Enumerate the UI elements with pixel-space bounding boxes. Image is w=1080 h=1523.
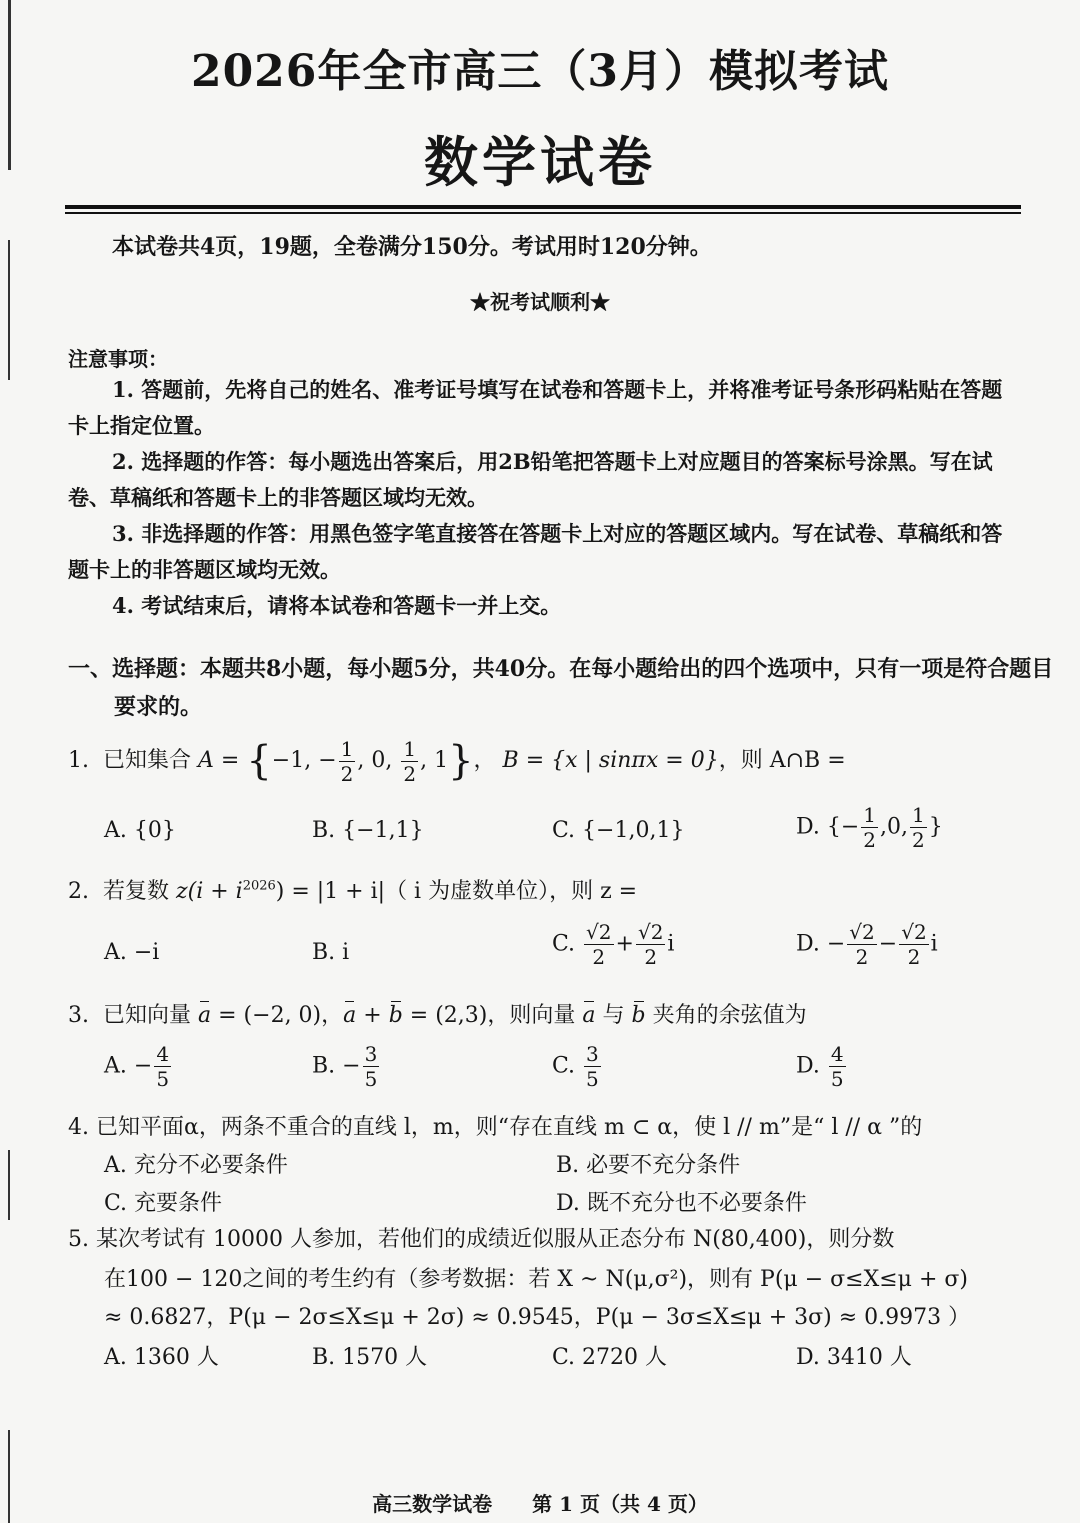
question-5-line-3: ≈ 0.6827，P(μ − 2σ≤X≤μ + 2σ) ≈ 0.9545，P(μ − 3σ≤X≤μ + 3σ) ≈ 0.9973 ） bbox=[104, 1305, 971, 1330]
note-item: 2. 选择题的作答：每小题选出答案后，用2B铅笔把答题卡上对应题目的答案标号涂黑。写在试卷、草稿纸和答题卡上的非答题区域均无效。 bbox=[68, 449, 993, 510]
page-footer: 高三数学试卷 第 1 页（共 4 页） bbox=[372, 1492, 708, 1516]
binding-margin-line bbox=[8, 1150, 10, 1220]
option-a: A. −i bbox=[104, 940, 160, 965]
option-a: A. {0} bbox=[104, 818, 176, 843]
notes-heading: 注意事项： bbox=[68, 347, 168, 371]
option-d: D. 既不充分也不必要条件 bbox=[556, 1191, 807, 1216]
subject-title: 数学试卷 bbox=[424, 130, 656, 194]
option-b: B. − $\frac{3}{5}$ bbox=[312, 1042, 378, 1091]
question-4: 4. 已知平面α，两条不重合的直线 l，m，则“存在直线 m ⊂ α，使 l // m”是“ l // α ”的 bbox=[68, 1115, 923, 1140]
question-text: 已知集合 bbox=[103, 748, 192, 773]
option-b: B. {−1,1} bbox=[312, 818, 424, 843]
header-rule-thin bbox=[65, 212, 1021, 214]
set-a-label: A = bbox=[198, 748, 240, 773]
option-a: A. 充分不必要条件 bbox=[104, 1153, 288, 1178]
header-rule-thick bbox=[65, 205, 1021, 209]
note-item: 4. 考试结束后，请将本试卷和答题卡一并上交。 bbox=[112, 593, 562, 618]
option-a: A. − $\frac{4}{5}$ bbox=[104, 1042, 170, 1091]
option-c: C. {−1,0,1} bbox=[552, 818, 685, 843]
option-c: C. 2720 人 bbox=[552, 1345, 668, 1370]
note-item: 1. 答题前，先将自己的姓名、准考证号填写在试卷和答题卡上，并将准考证号条形码粘贴在答题卡上指定位置。 bbox=[68, 377, 1003, 438]
option-d: D. 3410 人 bbox=[796, 1345, 912, 1370]
question-5-line-2: 在100 − 120之间的考生约有（参考数据：若 X ~ N(μ,σ²)，则有 P(μ − σ≤X≤μ + σ) bbox=[104, 1267, 968, 1292]
good-luck-wish: ★祝考试顺利★ bbox=[470, 290, 610, 314]
question-1: 1. 已知集合 A = {−1, − $\frac{1}{2}$ , 0, $\frac{1}{2}$ , 1}， B = {x | sinπx = 0}，则 A∩B = bbox=[68, 736, 846, 786]
option-d: D. $\frac{4}{5}$ bbox=[796, 1042, 844, 1091]
question-number: 1. bbox=[68, 748, 89, 773]
question-5: 5. 某次考试有 10000 人参加，若他们的成绩近似服从正态分布 N(80,400)，则分数 bbox=[68, 1227, 895, 1252]
fraction: $\frac{1}{2}$ bbox=[403, 736, 417, 786]
section-choice-header: 一、选择题：本题共8小题，每小题5分，共40分。在每小题给出的四个选项中，只有一项是符合题目要求的。 bbox=[68, 656, 1054, 720]
question-2: 2. 若复数 $z(i + i^{2026}) = |1 + i|$（ i 为虚数单位），则 z = bbox=[68, 878, 638, 904]
option-a: A. 1360 人 bbox=[104, 1345, 219, 1370]
option-d: D. {− $\frac{1}{2}$ ,0, $\frac{1}{2}$ } bbox=[796, 803, 943, 852]
exam-intro: 本试卷共4页，19题，全卷满分150分。考试用时120分钟。 bbox=[112, 234, 712, 260]
fraction: $\frac{1}{2}$ bbox=[340, 736, 354, 786]
question-3: 3. 已知向量 a = (−2, 0)，a + b = (2,3)，则向量 a 与 b 夹角的余弦值为 bbox=[68, 1003, 807, 1028]
option-c: C. $\frac{√2}{2}$ + $\frac{√2}{2}$ i bbox=[552, 920, 675, 969]
set-b: B = {x | sinπx = 0} bbox=[502, 748, 719, 773]
option-c: C. $\frac{3}{5}$ bbox=[552, 1042, 599, 1091]
option-b: B. 1570 人 bbox=[312, 1345, 428, 1370]
option-d: D. − $\frac{√2}{2}$ − $\frac{√2}{2}$ i bbox=[796, 920, 938, 969]
option-b: B. 必要不充分条件 bbox=[556, 1153, 741, 1178]
option-b: B. i bbox=[312, 940, 350, 965]
option-c: C. 充要条件 bbox=[104, 1191, 223, 1216]
exam-title: 2026年全市高三（3月）模拟考试 bbox=[190, 46, 890, 97]
note-item: 3. 非选择题的作答：用黑色签字笔直接答在答题卡上对应的答题区域内。写在试卷、草稿纸和答题卡上的非答题区域均无效。 bbox=[68, 521, 1003, 582]
